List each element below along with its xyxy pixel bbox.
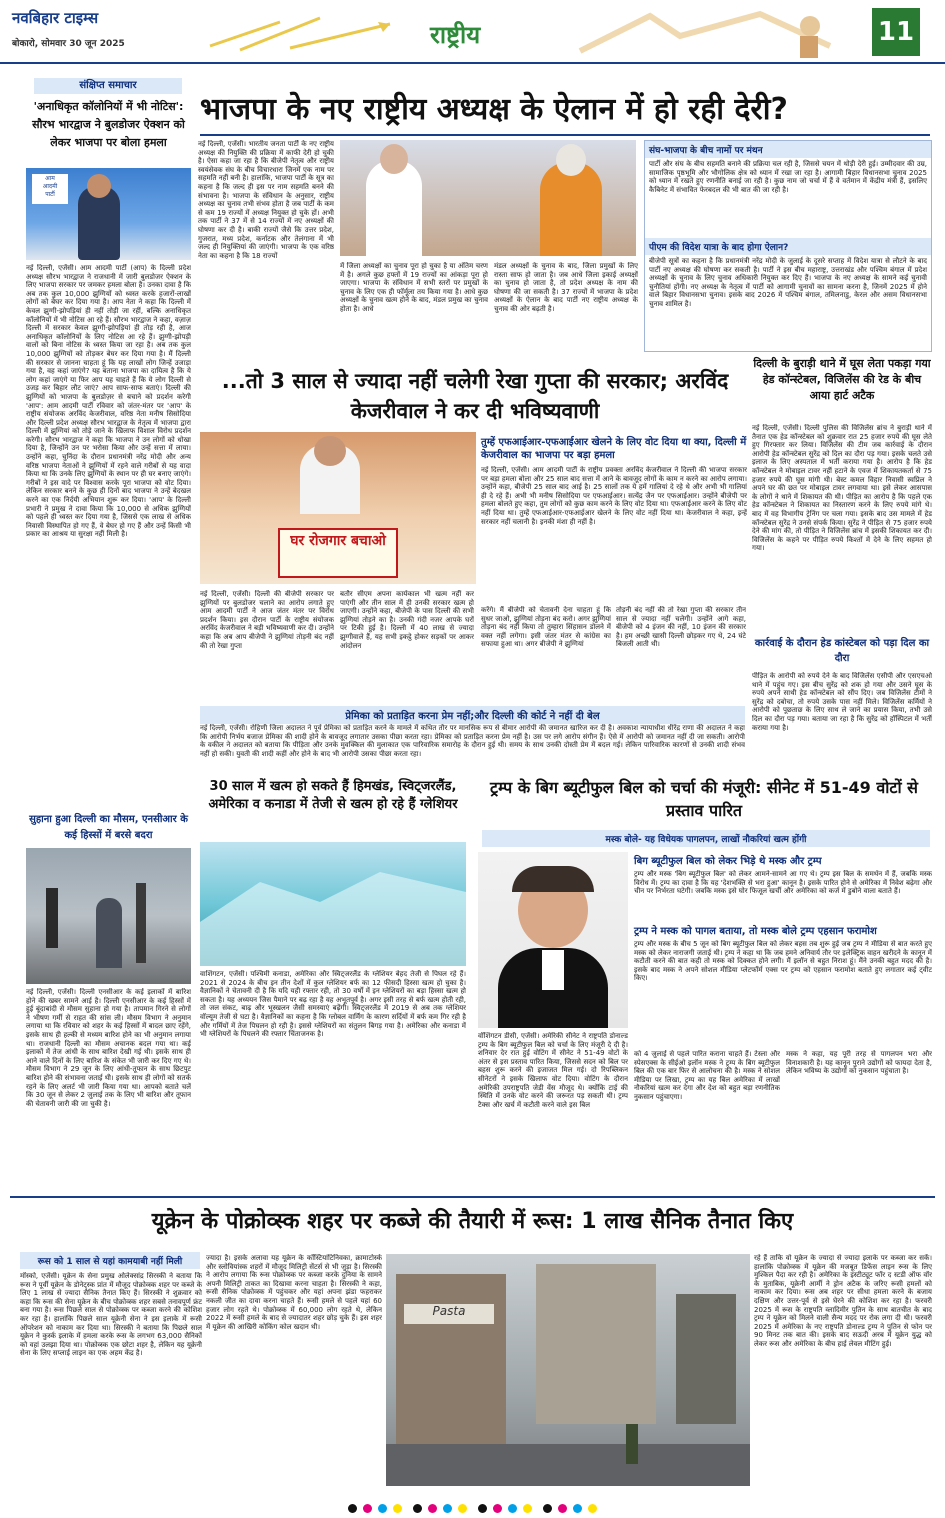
bjp-side1-title: संघ-भाजपा के बीच नामों पर मंथन — [645, 141, 931, 158]
footer-register-marks — [0, 1498, 945, 1512]
glacier-shape-icon — [200, 842, 466, 966]
dateline: बोकारो, सोमवार 30 जून 2025 — [12, 39, 125, 49]
bjp-col2: में जिला अध्यक्षों का चुनाव पूरा हो चुका है या अंतिम चरण में है। अगले कुछ हफ्तों में 19 राज्यों का आंकड़ा पूरा हो जाएगा। भाजपा के संविधान में सभी स्तरों पर प्रमुखों के चुनाव के लिए एक ही फॉर्मूला तय किया गया है। आधे कुछ अध्यक्षों के चुनाव खत्म होने के बाद, मंडल प्रमुख का चुनाव होता है। आधे — [340, 262, 488, 313]
rekha-col1: नई दिल्ली, एजेंसी। दिल्ली की बीजेपी सरकार पर झुग्गियों पर बुलडोजर चलाने का आरोप लगाते हुए आम आदमी पार्टी ने आज जंतर मंतर पर विरोध प्रदर्शन किया। इस दौरान पार्टी के राष्ट्रीय संयोजक अरविंद केजरीवाल ने बड़ी भविष्यवाणी कर दी। उन्होंने कहा कि अब आप बीजेपी ने झुग्गियां तोड़नी बंद नहीं की तो रेखा गुप्ता — [200, 590, 334, 650]
ukraine-rule — [10, 1196, 935, 1198]
bjp-photo — [340, 140, 636, 256]
section-title: राष्ट्रीय — [430, 21, 481, 49]
trump-box2-body: ट्रम्प और मस्क के बीच 5 जून को बिग ब्यूटीफुल बिल को लेकर बहस तब शुरू हुई जब ट्रम्प ने मीडिया से बात करते हुए मस्क को लेकर नाराजगी जताई थी। ट्रम्प ने कहा था कि जब हमने अनिवार्य तौर पर इलेक्ट्रिक वाहन खरीदने के कानून में कटौती करने की बात कही तो मस्क को दिक्कत होने लगी। मैं इलॉन से बहुत निराश हूं। मैंने उनकी बहुत मदद की है। इसके बाद मस्क ने अपने सोशल मीडिया प्लेटफॉर्म एक्स पर ट्रम्प को एहसान फरामोश बताते हुए लगातार कई ट्वीट किए। — [634, 940, 932, 983]
bjp-rule — [200, 134, 930, 136]
masthead — [0, 0, 945, 66]
trump-box1-title: बिग ब्यूटीफुल बिल को लेकर भिड़े थे मस्क और ट्रम्प — [634, 856, 822, 867]
trump-col1: वॉशिंगटन डीसी, एजेंसी। अमेरिकी सीनेट ने राष्ट्रपति डोनाल्ड ट्रम्प के बिग ब्यूटीफुल बिल को चर्चा के लिए मंजूरी दे दी है। शनिवार देर रात हुई वोटिंग में सीनेट ने 51-49 वोटों के अंतर से इस प्रस्ताव पारित किया, जिससे सदन को बिल पर बहस शुरू करने की इजाजत मिल गई। दो रिपब्लिकन सीनेटरों ने इसके खिलाफ वोट दिया। वोटिंग के दौरान अमेरिकी उपराष्ट्रपति जेडी वेंस मौजूद थे। क्योंकि टाई की स्थिति में उनके वोट करने की जरूरत पड़ सकती थी। ट्रम्प टैक्स और खर्च में कटौती करने वाले इस बिल — [478, 1032, 628, 1109]
glacier-body: वाशिंगटन, एजेंसी। पश्चिमी कनाडा, अमेरिका और स्विट्जरलैंड के ग्लेशियर बेहद तेजी से पिघल रहे हैं। 2021 से 2024 के बीच इन तीन देशों में कुल ग्लेशियर बर्फ का 12 फीसदी हिस्सा खत्म हो चुका है। वैज्ञानिकों ने चेतावनी दी है कि यदि यही रफ्तार रही, तो 30 वर्षों में इन ग्लेशियरों का बड़ा हिस्सा खत्म हो सकता है। यह अध्ययन जिस पैमाने पर बढ़ रहा है वह अभूतपूर्व है। अगर इसी तरह से बर्फ खत्म होती रही, तो जल संकट, बाढ़ और भूस्खलन जैसी समस्याएं बढ़ेंगी। स्विट्जरलैंड में 2019 से अब तक ग्लेशियर वॉल्यूम तेजी से घटा है। वैज्ञानिकों का कहना है कि ग्लोबल वार्मिंग के कारण सर्दियों में बर्फ कम गिर रही है और गर्मियों में तेज पिघलन हो रही है। इससे ग्लेशियरों का संतुलन बिगड़ गया है। अमेरिका और कनाडा में भी ग्लेशियरों के पिघलने की रफ्तार चिंताजनक है। — [200, 970, 466, 1039]
decor-arrows-icon — [200, 10, 410, 56]
girlfriend-body: नई दिल्ली, एजेंसी। रोहिणी जिला अदालत ने पूर्व प्रेमिका को प्रताड़ित करने के मामले में कथित तौर पर मानसिक रूप से बीमार आरोपी की जमानत खारिज कर दी है। अवकाश न्यायाधीश धीरेंद्र राणा की अदालत ने कहा कि आरोपी निर्भय बजाज प्रेमिका की शादी होने के बावजूद लगातार उसका पीछा करता रहा। प्रेमिका को प्रताड़ित करना प्रेम नहीं है। उस पर लगे आरोप संगीन हैं। ऐसे में आरोपी को जमानत नहीं दी जा सकती। आरोपी के वकील ने अदालत को बताया कि पीड़िता और उनके मुवक्किल की मुलाकात एक पारिवारिक समारोह के दौरान हुई थी। समय के साथ उनकी दोस्ती प्रेम में बदल गई। लेकिन पारिवारिक कारणों से उनकी शादी संभव नहीं हो सकी। युवती की शादी कहीं और होने के बाद भी आरोपी उसका पीछा करता रहा। — [200, 724, 745, 758]
rekha-col4: तोड़नी बंद नहीं की तो रेखा गुप्ता की सरकार तीन साल से ज्यादा नहीं चलेगी। उन्होंने आगे कहा, बीजेपी को 4 इंजन की नहीं, 10 इंजन की सरकार है। हम अच्छी खासी दिल्ली छोड़कर गए थे, 24 घंटे बिजली आती थी। — [616, 606, 746, 649]
bribe-body: नई दिल्ली, एजेंसी। दिल्ली पुलिस की विजिलेंस ब्रांच ने बुराड़ी थाने में तैनात एक हेड कॉन्स्टेबल को शुक्रवार रात 25 हजार रुपये की घूस लेते हुए गिरफ्तार कर लिया। विजिलेंस की टीम जब कार्रवाई के दौरान आरोपी हेड कॉन्स्टेबल सुरेंद्र को दिल का दौरा पड़ गया। इसके चलते उसे इलाज के लिए अस्पताल में भर्ती कराया गया है। आरोप है कि हेड कॉन्स्टेबल ने मोबाइल टावर नहीं हटाने के एवज में शिकायतकर्ता से 75 हजार रुपये की घूस मांगी थी। बेस्ट कमल विहार निवासी स्वप्निल ने अपने घर की छत पर मोबाइल टावर लगवाया था। इसे लेकर आसपास के लोगों ने थाने में शिकायत की थी। पीड़ित का आरोप है कि पहले एक हेड कॉन्स्टेबल ने शिकायत का निस्तारण करने के लिए रुपये मांगे थे। बाद में वह विभागीय ट्रेनिंग पर चला गया। इसके बाद उस मामले में हेड कॉन्स्टेबल सुरेंद्र ने उनसे संपर्क किया। सुरेंद्र ने पीड़ित से 75 हजार रुपये देने की मांग की, तो पीड़ित ने विजिलेंस ब्रांच में इसकी शिकायत कर दी। विजिलेंस के कहने पर पीड़ित रुपये किश्तों में देने के लिए सहमत हो गया। — [752, 424, 932, 553]
bjp-col3: मंडल अध्यक्षों के चुनाव के बाद, जिला प्रमुखों के लिए रास्ता साफ हो जाता है। जब आधे जिला इकाई अध्यक्षों का चुनाव हो जाता है, तो प्रदेश अध्यक्ष के नाम की घोषणा की जा सकती है। 37 राज्यों में भाजपा के प्रदेश अध्यक्षों के ऐलान के बाद पार्टी नए राष्ट्रीय अध्यक्ष के चुनाव की ओर बढ़ती है। — [494, 262, 638, 313]
rekha-sub: तुम्हें एफआईआर-एफआईआर खेलने के लिए वोट दिया था क्या, दिल्ली में केजरीवाल का भाजपा पर बड़ा हमला — [481, 437, 747, 461]
bjp-side2-title: पीएम की विदेश यात्रा के बाद होगा ऐलान? — [645, 238, 931, 255]
rekha-placard: घर रोजगार बचाओ — [278, 528, 398, 578]
trump-box2-title: ट्रम्प ने मस्क को पागल बताया, तो मस्क बोले ट्रम्प एहसान फरामोश — [634, 926, 877, 937]
rekha-col2: बतौर सीएम अपना कार्यकाल भी खत्म नहीं कर पाएंगी और तीन साल में ही उनकी सरकार खत्म हो जाएगी। उन्होंने कहा, बीजेपी के पास दिल्ली की सभी झुग्गियां तोड़ने का है। उनकी गंदी नजर आपके घरों पर टिकी हुई है। दिल्ली में 40 लाख से ज्यादा झुग्गीवाले हैं, यह सभी इकट्ठे होकर सड़कों पर आकर आंदोलन — [340, 590, 474, 650]
bjp-col1: नई दिल्ली, एजेंसी। भारतीय जनता पार्टी के नए राष्ट्रीय अध्यक्ष की नियुक्ति की प्रक्रिया में काफी देरी हो चुकी है। ऐसा कहा जा रहा है कि बीजेपी नेतृत्व और राष्ट्रीय स्वयंसेवक संघ के बीच विचारधारा जिनमें एक नाम पर सहमति नहीं बनी है। हालांकि, भाजपा पार्टी के सूत्र का कहना है कि जल्द ही इस पर नाम सहमति बनने की संभावना है। भाजपा के संविधान के अनुसार, राष्ट्रीय अध्यक्ष का चुनाव तभी संभव होता है जब पार्टी के कम से कम 19 राज्यों में अध्यक्ष नियुक्त हो चुके हों। अभी तक पार्टी ने 37 में से 14 राज्यों में नए अध्यक्षों की घोषणा कर दी है। बाकी राज्यों जैसे कि उत्तर प्रदेश, गुजरात, मध्य प्रदेश, कर्नाटक और तेलंगाना में भी जल्द ही नियुक्तियां की जाएंगी। भाजपा के एक वरिष्ठ नेता का कहना है कि 18 राज्यों — [198, 140, 334, 260]
rekha-lead: नई दिल्ली, एजेंसी। आम आदमी पार्टी के राष्ट्रीय प्रवक्ता अरविंद केजरीवाल ने दिल्ली की भाजपा सरकार पर बड़ा हमला बोला और 25 साल बाद सत्ता में आने के बावजूद लोगों के काम न करने का आरोप लगाया। उन्होंने कहा, बीजेपी 25 साल बाद आई है। 25 सालों तक ये हमें गालियां दे रहे थे और अभी भी गालियां ही दे रहे हैं। अभी भी मनीष सिसोदिया पर एफआईआर। सत्येंद्र जैन पर एफआईआर। उन्होंने बीजेपी पर हमला बोलते हुए कहा, तुम लोगों को कुछ काम करने के लिए वोट दिया था। एफआईआर करने के लिए वोट नहीं दिया था। तुम्हें एफआईआर-एफआईआर खेलने के लिए वोट नहीं दिया था। केजरीवाल ने कहा, इन्हें सरकार नहीं चलानी है। इनकी मंशा ही नहीं है। — [481, 466, 747, 526]
weather-body: नई दिल्ली, एजेंसी। दिल्ली एनसीआर के कई इलाकों में बारिश होने की खबर सामने आई है। दिल्ली एनसीआर के कई हिस्सों में हुई बूंदाबांदी से मौसम सुहाना हो गया है। तापमान गिरने से लोगों ने भीषण गर्मी से राहत की सांस ली। मौसम विभाग ने अनुमान लगाया था कि रविवार को शहर के कई हिस्सों में बादल छाए रहेंगे, इसके साथ ही हल्की से मध्यम बारिश होने का भी अनुमान लगाया था। राजधानी दिल्ली का मौसम अचानक बदल गया था। कई इलाकों में तेज आंधी के साथ बारिश देखी गई थी। इसके साथ ही आने वाले दिनों के लिए बारिश के संकेत भी जारी कर दिए गए थे। मौसम विभाग ने 29 जून के लिए आंधी-तूफान के साथ छिटपुट बारिश होने की संभावना जताई थी। इसके साथ ही लोगों को सतर्क रहने के लिए अलर्ट भी जारी किया गया था। आपको बताते चलें कि 30 जून से लेकर 2 जुलाई तक के लिए भी बारिश और तूफान की चेतावनी जारी की जा चुकी है। — [26, 988, 191, 1108]
masthead-rule — [0, 62, 945, 64]
brief-headline: 'अनाधिकृत कॉलोनियों में भी नोटिस': सौरभ भारद्वाज ने बुलडोजर ऐक्शन को लेकर भाजपा पर बोला हमला — [32, 100, 185, 149]
ukraine-headline: यूक्रेन के पोक्रोव्स्क शहर पर कब्जे की तैयारी में रूस: 1 लाख सैनिक तैनात किए — [151, 1209, 794, 1234]
musk-photo — [478, 852, 628, 1028]
rekha-photo — [200, 432, 476, 584]
bjp-side — [644, 140, 932, 352]
bjp-side1-body: पार्टी और संघ के बीच सहमति बनाने की प्रक्रिया चल रही है, जिससे चयन में थोड़ी देरी हुई। उम्मीदवार की उम्र, सामाजिक पृष्ठभूमि और भौगोलिक क्षेत्र को ध्यान में रखा जा रहा है। आगामी बिहार विधानसभा चुनाव 2025 को ध्यान में रखते हुए रणनीति बनाई जा रही है। कुछ नाम जो चर्चा में हैं वे वर्तमान में केंद्रीय मंत्री हैं, इसलिए कैबिनेट में संभावित फेरबदल की भी बात की जा रही है। — [649, 160, 927, 194]
bjp-headline: भाजपा के नए राष्ट्रीय अध्यक्ष के ऐलान में हो रही देरी? — [200, 92, 788, 127]
girlfriend-headline: प्रेमिका को प्रताड़ित करना प्रेम नहीं;और दिल्ली की कोर्ट ने नहीं दी बेल — [200, 706, 745, 724]
ukraine-photo: Pasta — [386, 1254, 750, 1486]
trump-col2: को 4 जुलाई से पहले पारित कराना चाहते हैं। टेस्ला और स्पेसएक्स के सीईओ इलॉन मस्क ने ट्रम्प के बिग ब्यूटीफुल बिल की एक बार फिर से आलोचना की है। मस्क ने सोशल मीडिया पर लिखा, ट्रम्प का यह बिल अमेरिका में लाखों नौकरियां खत्म कर देगा और देश को बहुत बड़ा रणनीतिक नुकसान पहुंचाएगा। — [634, 1050, 780, 1101]
ukraine-sub: रूस को 1 साल से यहां कामयाबी नहीं मिली — [20, 1252, 200, 1269]
trump-headline: ट्रम्प के बिग ब्यूटीफुल बिल को चर्चा की मंजूरी: सीनेट में 51-49 वोटों से प्रस्ताव पारित — [490, 778, 918, 820]
paper-name: नवबिहार टाइम्स — [12, 9, 99, 27]
rekha-headline: ...तो 3 साल से ज्यादा नहीं चलेगी रेखा गुप्ता की सरकार; अरविंद केजरीवाल ने कर दी भविष्यवाणी — [221, 369, 729, 423]
bribe-body2: पीड़ित के आरोपी को रुपये देने के बाद विजिलेंस एसीपी और एसएचओ थाने में पहुंच गए। इस बीच सुरेंद्र को शक हो गया और उसने घूस के रुपये अपने साथी हेड कॉन्स्टेबल को सौंप दिए। जब विजिलेंस टीमों ने सुरेंद्र को दबोचा, तो रुपये उसके पास नहीं मिले। विजिलेंस कर्मियों ने आरोपी को पूछताछ के लिए साथ ले जाने का प्रयास किया, तभी उसे दिल का दौरा पड़ गया। बताया जा रहा है कि सुरेंद्र को हॉस्पिटल में भर्ती कराया गया है। — [752, 672, 932, 732]
ukraine-col2: ज्यादा है। इसके अलावा यह यूक्रेन के कॉस्टियांटिनिवका, क्रामाटोर्स्क और स्लोवियांस्क शहरों में मौजूद मिलिट्री सेंटर्स से भी जुड़ा है। सिरस्की ने आरोप लगाया कि रूस पोक्रोव्स्क पर कब्जा करके दुनिया के सामने अपनी मिलिट्री ताकत का दिखावा करना चाहता है। सिरस्की ने कहा, रूसी सैनिक पोक्रोव्स्क में पहुंचकर और यहां अपना झंडा फहराकर नकली जीत का दावा करना चाहते हैं। रूसी हमले से पहले यहां 60 हजार लोग रहते थे। पोक्रोव्स्क में 60,000 लोग रहते थे, लेकिन 2022 में रूसी हमले के बाद से ज्यादातर शहर छोड़ चुके हैं। इस शहर में यूक्रेन की आखिरी कोकिंग कोल खदान थी। — [206, 1254, 382, 1331]
bribe-sub: कार्रवाई के दौरान हेड कांस्टेबल को पड़ा दिल का दौरा — [754, 638, 930, 664]
brief-label: संक्षिप्त समाचार — [34, 78, 182, 94]
weather-photo — [26, 848, 191, 984]
trump-sub: मस्क बोले- यह विधेयक पागलपन, लाखों नौकरियां खत्म होंगी — [482, 830, 930, 847]
trump-box1-body: ट्रम्प और मस्क 'बिग ब्यूटीफुल बिल' को लेकर आमने-सामने आ गए थे। ट्रम्प इस बिल के समर्थन में हैं, जबकि मस्क विरोध में। ट्रम्प का दावा है कि यह 'देशभक्ति से भरा हुआ' कानून है। इसके पारित होने से अमेरिका में निवेश बढ़ेगा और चीन पर निर्भरता घटेगी। जबकि मस्क इसे घोर फिजूल खर्ची और अमेरिका को कर्ज में डुबोने वाला बताते हैं। — [634, 870, 932, 896]
glacier-photo — [200, 842, 466, 966]
glacier-headline: 30 साल में खत्म हो सकते हैं हिमखंड, स्विट्जरलैंड, अमेरिका व कनाडा में तेजी से खत्म हो रहे हैं ग्लेशियर — [208, 779, 458, 812]
trump-col3: मस्क ने कहा, यह पूरी तरह से पागलपन भरा और विनाशकारी है। यह कानून पुराने उद्योगों को फायदा देता है, लेकिन भविष्य के उद्योगों को नुकसान पहुंचाता है। — [786, 1050, 932, 1076]
ukraine-col1: मॉस्को, एजेंसी। यूक्रेन के सेना प्रमुख ओलेक्सांद्र सिरस्की ने बताया कि रूस ने पूर्वी यूक्रेन के डोनेट्स्क प्रांत में मौजूद पोक्रोव्स्क शहर पर कब्जे के लिए 1 लाख से ज्यादा सैनिक तैनात किए हैं। सिरस्की ने शुक्रवार को कहा कि रूस की सेना यूक्रेन के बीच पोक्रोव्स्क शहर सबसे तनावपूर्ण फ्रंट बना गया है। रूस पिछले साल से पोक्रोव्स्क पर कब्जा करने की कोशिश कर रहा है। हालांकि पिछले साल यूक्रेनी सेना ने इस इलाके में रूसी ऑपरेशन को नाकाम कर दिया था। सिरस्की ने बताया कि पिछले साल यूक्रेन ने कुर्स्क इलाके में हमला करके रूस के लगभग 63,000 सैनिकों को वहां उलझा दिया था। पोक्रोव्स्क एक छोटा शहर है, लेकिन यह यूक्रेनी सेना के लिए सप्लाई लाइन का एक अहम केंद्र है। — [20, 1272, 202, 1358]
brief-body: नई दिल्ली, एजेंसी। आम आदमी पार्टी (आप) के दिल्ली प्रदेश अध्यक्ष सौरभ भारद्वाज ने राजधानी में जारी बुलडोजर ऐक्शन के लिए भाजपा सरकार पर जमकर हमला बोला है। उनका दावा है कि अब तक कुल 10,000 झुग्गियों को ध्वस्त करके हजारों-लाखों लोगों को बेघर कर दिया गया है। आप नेता ने कहा कि दिल्ली में केवल झुग्गी-झोपड़ियां ही नहीं तोड़ी जा रहीं, बल्कि अनाधिकृत कॉलोनियों में भी नोटिस आ रहे हैं। सौरभ भारद्वाज ने कहा, वज़ाज़ दिल्ली में सरकार केवल झुग्गी-झोपड़ियां ही तोड़ रही है, आज अनाधिकृत कॉलोनियों के लिए नोटिस आ रहे हैं। झुग्गी-झोपड़ी वालों को बिना नोटिस के ध्वस्त किया जा रहा है। अब तक कुल 10,000 झुग्गियों को तोड़कर बेघर कर दिया गया है। मैं दिल्ली की सरकार से जानना चाहता हूं कि यह लाखों लोग जिन्हें उजाड़ा गया है, वह कहां जाएंगे? यह बताना भाजपा का दायित्व है कि ये लोग कहां जाएंगे या फिर आप यह चाहते हैं कि ये लोग दिल्ली से उजड़ कर बिहार लौट जाएं? आप साफ-साफ बताएं। दिल्ली की झुग्गियों को भाजपा के बुलडोज़र से बचाने को प्रदर्शन करेगी 'आप': आम आदमी पार्टी रविवार को जंतर-मंतर पर 'आप' के राष्ट्रीय संयोजक अरविंद केजरीवाल, वरिष्ठ नेता मनीष सिसोदिया और दिल्ली प्रदेश अध्यक्ष सौरभ भारद्वाज के नेतृत्व में भाजपा द्वारा दिल्ली में झुग्गियां को तोड़े जाने के खिलाफ विशाल विरोध प्रदर्शन करेगी। सौरभ भारद्वाज ने कहा कि भाजपा ने उन लोगों को धोखा दिया है, जिन्होंने उन पर भरोसा किया और उन्हें सत्ता में लाया। उन्होंने कहा, चुनिंदा के दौरान प्रधानमंत्री नरेंद्र मोदी और अन्य वरिष्ठ भाजपा नेताओं ने झुग्गियों में रहने वाले गरीबों से यह वादा किया था कि उनके लिए झुग्गियों के स्थान पर ही घर बनाए जाएंगे। गरीबों ने इस वादे पर विश्वास करके पूरा भाजपा को वोट दिया। लेकिन सरकार बनने के कुछ ही दिनों बाद भाजपा ने उन्हें बेदखल करने का एक निर्दयी अभियान शुरू कर दिया। 'आप' के दिल्ली प्रभारी ने प्रमुख ने दावा किया कि 10,000 से अधिक झुग्गियों को पहले ही ध्वस्त कर दिया गया है, जिससे एक लाख से अधिक निवासी विस्थापित हो गए हैं, वे बेघर हो गए हैं और उन्हें किसी भी प्रकार का आश्रय या सुरक्षा नहीं मिली है। — [26, 264, 191, 539]
decor-flag-icon — [560, 6, 860, 61]
brief-photo: आम आदमी पार्टी — [26, 168, 191, 260]
page-number: 11 — [872, 8, 920, 56]
bribe-headline: दिल्ली के बुराड़ी थाने में घूस लेता पकड़ा गया हेड कॉन्स्टेबल, विजिलेंस की रेड के बीच आया हार्ट अटैक — [753, 357, 931, 402]
ukraine-col3: रहे हैं ताकि वो यूक्रेन के ज्यादा से ज्यादा इलाके पर कब्जा कर सकें। हालांकि पोक्रोव्स्क में यूक्रेन की मजबूत डिफेंस लाइन रूस के लिए मुश्किल पैदा कर रही है। अमेरिका के इंस्टीट्यूट फॉर द स्टडी ऑफ वॉर के मुताबिक, यूक्रेनी आर्मी ने ड्रोन अटैक के जरिए रूसी हमलों को नाकाम कर दिया। रूस अब शहर पर सीधा हमला करने के बजाय दक्षिण और उत्तर-पूर्व से इसे घेरने की कोशिश कर रहा है। फरवरी 2025 में रूस के राष्ट्रपति व्लादिमीर पुतिन के साथ बातचीत के बाद ट्रम्प ने यूक्रेन को मिलने वाली सैन्य मदद पर रोक लगा दी थी। फरवरी 2025 में अमेरिका के नए राष्ट्रपति डोनाल्ड ट्रम्प ने पुतिन से फोन पर 90 मिनट तक बात की। इसके बाद सऊदी अरब में यूक्रेन युद्ध को लेकर रूस और अमेरिका के बीच हाई लेवल मीटिंग हुई। — [754, 1254, 932, 1348]
weather-headline: सुहाना हुआ दिल्ली का मौसम, एनसीआर के कई हिस्सों में बरसे बदरा — [29, 814, 188, 841]
rekha-col3: करेंगे। मैं बीजेपी को चेतावनी देना चाहता हूं कि सुधर जाओ, झुग्गियां तोड़ना बंद करो। अगर झुग्गियां तोड़ना बंद नहीं किया तो तुम्हारा सिंहासन डोलने में वक्त नहीं लगेगा। इसी जंतर मंतर से कांग्रेस का सफाया हुआ था। अगर बीजेपी ने झुग्गियां — [481, 606, 611, 649]
bjp-side2-body: बीजेपी सूत्रों का कहना है कि प्रधानमंत्री नरेंद्र मोदी के जुलाई के दूसरे सप्ताह में विदेश यात्रा से लौटने के बाद पार्टी नए अध्यक्ष की घोषणा कर सकती है। पार्टी ने इस बीच महाराष्ट्र, उत्तराखंड और पश्चिम बंगाल में प्रदेश अध्यक्षों के चुनाव के लिए चुनाव अधिकारी नियुक्त कर दिए हैं। भाजपा के नए अध्यक्ष के सामने कई चुनावी चुनौतियां होंगी। नए अध्यक्ष के नेतृत्व में पार्टी को आगामी चुनावों का सामना करना है, जिनमें 2025 में होने वाले बिहार विधानसभा चुनाव। इसके बाद 2026 में पश्चिम बंगाल, तमिलनाडु, केरल और असम विधानसभा चुनाव शामिल है। — [649, 257, 927, 308]
